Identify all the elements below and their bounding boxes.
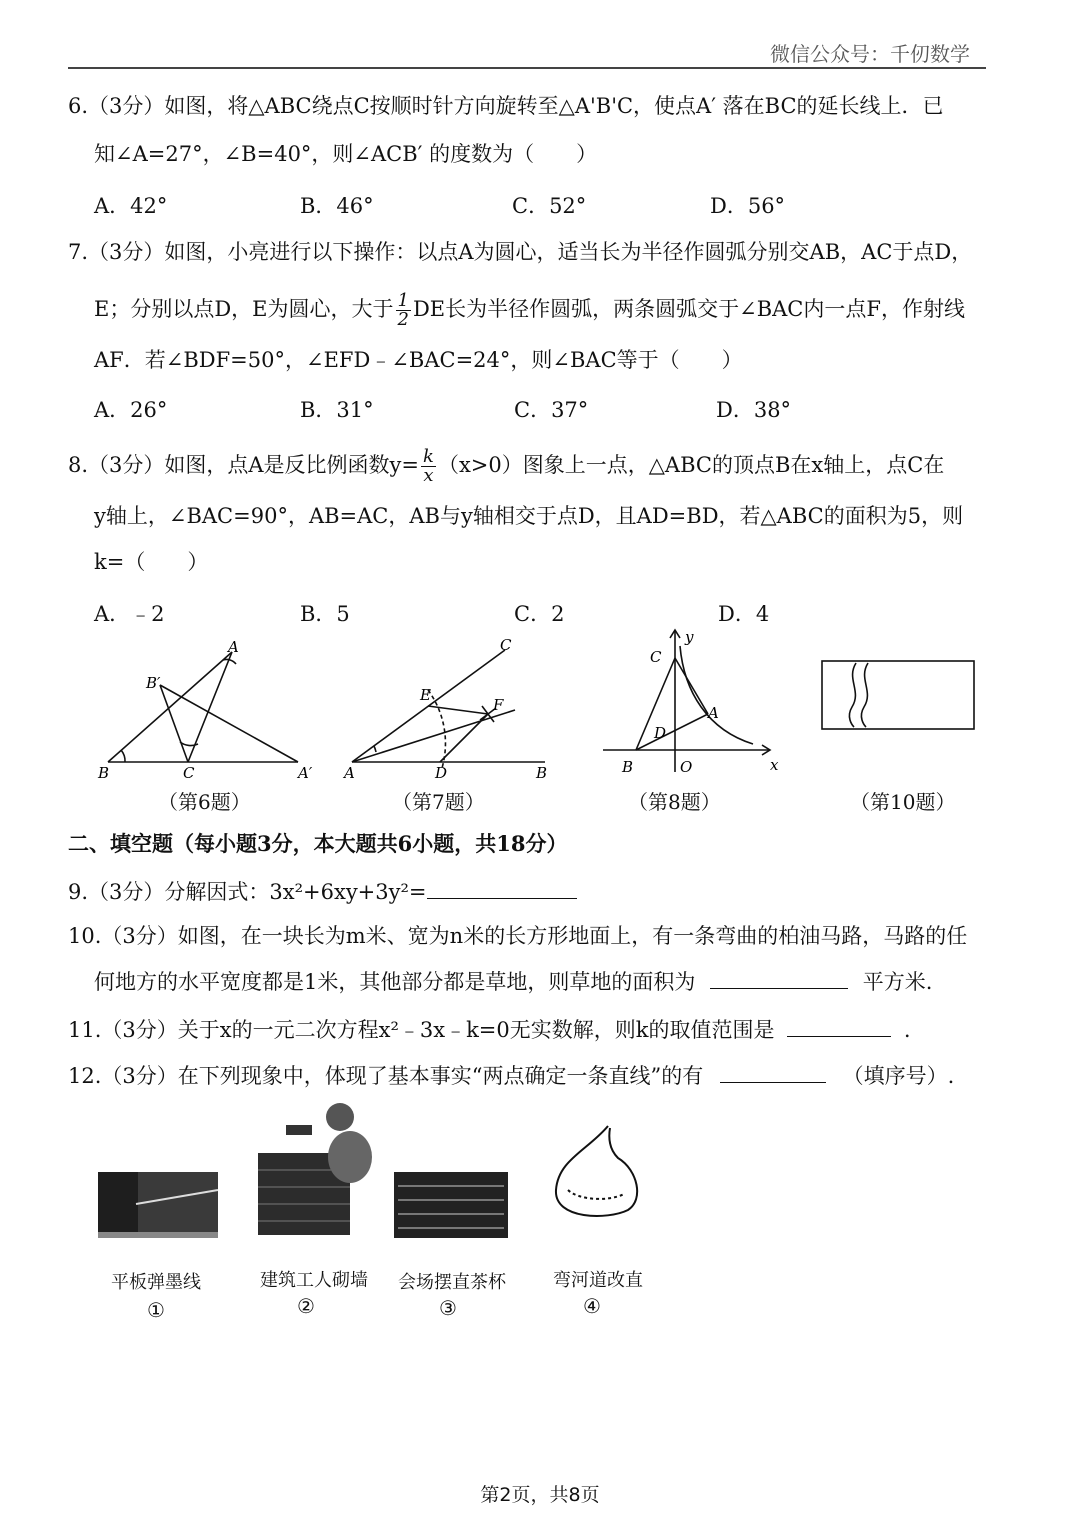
q8-option-d: D．4 [718, 602, 770, 626]
picture-1-number: ① [147, 1298, 165, 1322]
fig8-label-b: B [622, 758, 634, 776]
fig7-caption: （第7题） [392, 790, 485, 814]
q7-fraction [396, 292, 411, 329]
q8-option-c: C．2 [514, 602, 565, 626]
fig7-angle-a [374, 746, 376, 752]
picture-3-number: ③ [439, 1296, 457, 1320]
fig6-angle-a [223, 659, 236, 664]
picture-2-bricklayer [250, 1095, 380, 1245]
pic2-worker-head [326, 1103, 354, 1131]
q6-line1: 6.（3分）如图，将△ABC绕点C按顺时针方向旋转至△A'B'C，使点A′ 落在BC的延长线上．已 [68, 94, 944, 118]
figure-6 [90, 630, 330, 780]
pic1-floor [98, 1232, 218, 1238]
pic4-river-texture [568, 1190, 624, 1199]
fig6-line-ba [108, 652, 232, 762]
q11-line [68, 1016, 911, 1044]
q10-line2-end: 平方米. [862, 970, 933, 994]
q7-option-b: B．31° [300, 398, 374, 422]
picture-4-number: ④ [583, 1294, 601, 1318]
picture-4-caption: 弯河道改直 [553, 1270, 643, 1291]
fig10-road-left [849, 663, 856, 727]
fig6-caption: （第6题） [158, 790, 251, 814]
q12-line [68, 1062, 954, 1090]
picture-3-caption: 会场摆直茶杯 [398, 1272, 506, 1293]
fig10-rectangle [822, 661, 974, 729]
q6-line2: 知∠A=27°，∠B=40°，则∠ACB′ 的度数为（ ） [94, 142, 598, 166]
q8-line3: k=（ ） [94, 550, 209, 574]
fig6-label-b: B [98, 764, 110, 780]
q6-option-c: C．52° [512, 194, 587, 218]
q6-option-d: D．56° [710, 194, 786, 218]
fig7-label-a: A [344, 764, 355, 780]
picture-2-number: ② [297, 1294, 315, 1318]
q7-line2-start: E；分别以点D，E为圆心，大于 [94, 297, 394, 321]
fig6-angle-b [121, 750, 125, 762]
q10-line2 [94, 968, 932, 996]
q7-option-d: D．38° [716, 398, 792, 422]
q7-line2-end: DE长为半径作圆弧，两条圆弧交于∠BAC内一点F，作射线 [412, 297, 965, 321]
figure-10 [818, 655, 980, 735]
q7-line2 [94, 292, 965, 329]
q8-option-b: B．5 [300, 602, 350, 626]
page-footer: 第2页，共8页 [480, 1484, 600, 1506]
picture-1-caption: 平板弹墨线 [111, 1272, 201, 1293]
pic2-level-tool [286, 1125, 312, 1135]
fig8-label-c: C [650, 648, 662, 666]
q8-line1-start: 8.（3分）如图，点A是反比例函数y= [68, 453, 420, 477]
header-title: 微信公众号：千仞数学 [770, 42, 970, 66]
fig8-label-o: O [680, 758, 693, 776]
q8-frac-den: x [423, 465, 434, 486]
fig7-label-d: D [435, 764, 448, 780]
pic1-worker [98, 1172, 138, 1232]
q12-text: 12.（3分）在下列现象中，体现了基本事实“两点确定一条直线”的有 [68, 1064, 704, 1088]
q8-line1-end: （x>0）图象上一点，△ABC的顶点B在x轴上，点C在 [437, 453, 945, 477]
picture-1-board-ink-line [96, 1170, 220, 1240]
fig8-seg-ba [636, 714, 708, 750]
fig6-label-b2: B′ [146, 674, 161, 692]
picture-3-teacups [392, 1170, 510, 1242]
fig7-label-f: F [493, 696, 504, 714]
fig7-label-b: B [536, 764, 548, 780]
q8-line2: y轴上，∠BAC=90°，AB=AC，AB与y轴相交于点D，且AD=BD，若△ABC的面积为5，则 [94, 504, 964, 528]
q7-line3: AF．若∠BDF=50°，∠EFD﹣∠BAC=24°，则∠BAC等于（ ） [94, 348, 743, 372]
q6-option-a: A．42° [94, 194, 168, 218]
q11-answer-blank [787, 1016, 891, 1037]
q8-line1 [68, 448, 944, 485]
figure-7 [340, 630, 560, 780]
q8-frac-num: k [423, 446, 434, 467]
fig6-line-b2c [160, 685, 188, 762]
fig7-seg-ef [428, 706, 488, 714]
q9-text: 9.（3分）分解因式：3x²+6xy+3y²= [68, 880, 427, 904]
q10-line2-start: 何地方的水平宽度都是1米，其他部分都是草地，则草地的面积为 [94, 970, 696, 994]
q7-frac-den: 2 [397, 309, 409, 330]
fig7-label-c: C [500, 636, 512, 654]
fig6-label-a2: A′ [298, 764, 313, 780]
q7-line1: 7.（3分）如图，小亮进行以下操作：以点A为圆心，适当长为半径作圆弧分别交AB，AC于点D， [68, 240, 973, 264]
picture-4-river [548, 1120, 648, 1240]
q6-option-b: B．46° [300, 194, 374, 218]
fig8-label-y: y [685, 628, 694, 646]
q12-end: （填序号）. [842, 1064, 955, 1088]
fig8-label-d: D [654, 724, 667, 742]
q7-option-c: C．37° [514, 398, 589, 422]
fig8-caption: （第8题） [628, 790, 721, 814]
q12-answer-blank [720, 1062, 826, 1083]
section-2-title: 二、填空题（每小题3分，本大题共6小题，共18分） [68, 831, 568, 856]
fig8-hyperbola [680, 646, 753, 744]
fig8-label-a: A [708, 704, 719, 722]
fig8-label-x: x [770, 756, 779, 774]
picture-2-caption: 建筑工人砌墙 [260, 1270, 368, 1291]
q7-frac-num: 1 [397, 290, 409, 311]
q9-line [68, 878, 577, 906]
fig7-label-e: E [420, 686, 431, 704]
fig6-line-b2a2 [160, 685, 298, 762]
figure-8 [598, 622, 788, 782]
q9-answer-blank [427, 878, 577, 899]
q8-fraction [421, 448, 436, 485]
pic2-worker-body [328, 1131, 372, 1183]
fig6-label-c: C [183, 764, 195, 780]
q8-option-a: A．﹣2 [94, 602, 165, 626]
q11-text: 11.（3分）关于x的一元二次方程x²﹣3x﹣k=0无实数解，则k的取值范围是 [68, 1018, 775, 1042]
q10-answer-blank [710, 968, 848, 989]
fig8-seg-ca [675, 658, 708, 714]
fig6-label-a: A [228, 638, 239, 656]
fig7-seg-df [440, 714, 488, 762]
q11-end: . [903, 1018, 911, 1042]
q10-line1: 10.（3分）如图，在一块长为m米、宽为n米的长方形地面上，有一条弯曲的柏油马路，马路的任 [68, 924, 968, 948]
header-rule [68, 67, 986, 69]
fig10-road-right [861, 663, 868, 727]
q7-option-a: A．26° [94, 398, 168, 422]
fig10-caption: （第10题） [850, 790, 956, 814]
pic4-river-bend [556, 1126, 637, 1216]
